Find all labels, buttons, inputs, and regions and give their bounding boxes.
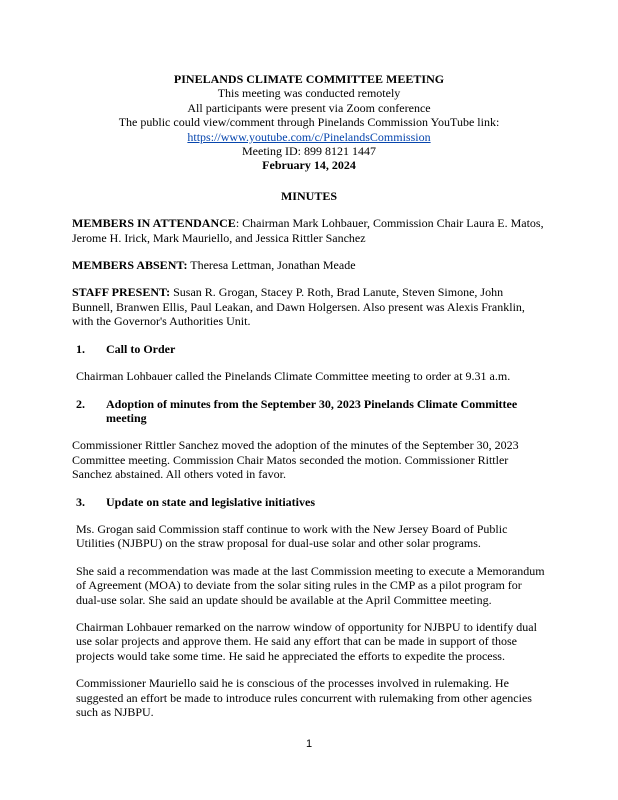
- section-number: 2.: [76, 396, 85, 411]
- section-3-paragraph: Ms. Grogan said Commission staff continue to work with the New Jersey Board of Public Utilities (NJBPU) on the straw proposal for dual-use solar and other solar programs.: [76, 521, 508, 551]
- section-heading-2: [72, 397, 546, 426]
- members-absent-label: MEMBERS ABSENT:: [72, 258, 188, 273]
- minutes-heading: MINUTES: [280, 188, 337, 203]
- members-absent: [72, 258, 546, 272]
- section-2-paragraph: Commissioner Rittler Sanchez moved the adoption of the minutes of the September 30, 2023 Committee meeting. Commission Chair Matos seconded the motion. Commissioner Rittler Sanchez abstained. All others voted in favor.: [72, 438, 519, 482]
- section-title: Adoption of minutes from the September 30, 2023 Pinelands Climate Committee meeting: [106, 396, 518, 425]
- section-heading-3: [72, 495, 546, 509]
- section-3-paragraph: She said a recommendation was made at the last Commission meeting to execute a Memorandum of Agreement (MOA) to deviate from the solar siting rules in the CMP as a pilot program for dual-use solar. She said an update should be available at the April Committee meeting.: [76, 563, 545, 607]
- members-attendance-text: : Chairman Mark Lohbauer, Commission Chair Laura E. Matos, Jerome H. Irick, Mark Mauriello, and Jessica Rittler Sanchez: [72, 216, 544, 245]
- staff-present: [72, 285, 546, 328]
- page-number: 1: [305, 738, 313, 750]
- meeting-title: PINELANDS CLIMATE COMMITTEE MEETING: [173, 72, 445, 86]
- section-number: 3.: [76, 494, 85, 509]
- section-1-paragraph: Chairman Lohbauer called the Pinelands Climate Committee meeting to order at 9.31 a.m.: [76, 369, 511, 384]
- header-line-remote: This meeting was conducted remotely: [217, 86, 401, 101]
- members-absent-text: Theresa Lettman, Jonathan Meade: [187, 258, 356, 273]
- youtube-link[interactable]: https://www.youtube.com/c/PinelandsCommission: [187, 129, 431, 144]
- staff-present-label: STAFF PRESENT:: [72, 285, 171, 300]
- meeting-id: Meeting ID: 899 8121 1447: [242, 144, 376, 159]
- section-heading-1: [72, 342, 546, 356]
- meeting-header: [72, 72, 546, 173]
- section-title: Update on state and legislative initiatives: [106, 494, 315, 509]
- section-title: Call to Order: [106, 341, 176, 356]
- staff-present-text: Susan R. Grogan, Stacey P. Roth, Brad Lanute, Steven Simone, John Bunnell, Branwen Ellis, Paul Leakan, and Dawn Holgersen. Also present was Alexis Franklin, with the Governor's Authorities Unit.: [72, 285, 525, 329]
- members-attendance: [72, 216, 546, 245]
- meeting-date: February 14, 2024: [262, 158, 356, 173]
- section-3-paragraph: Chairman Lohbauer remarked on the narrow window of opportunity for NJBPU to identify dual use solar projects and approve them. He said any effort that can be made in support of those projects would take some time. He said he appreciated the efforts to expedite the process.: [76, 619, 537, 663]
- section-number: 1.: [76, 341, 85, 356]
- header-line-zoom: All participants were present via Zoom conference: [187, 100, 431, 115]
- header-line-public: The public could view/comment through Pinelands Commission YouTube link:: [118, 115, 500, 130]
- section-3-paragraph: Commissioner Mauriello said he is conscious of the processes involved in rulemaking. He suggested an effort be made to introduce rules concurrent with rulemaking from other agencies such as NJBPU.: [76, 676, 532, 719]
- members-attendance-label: MEMBERS IN ATTENDANCE: [72, 216, 236, 231]
